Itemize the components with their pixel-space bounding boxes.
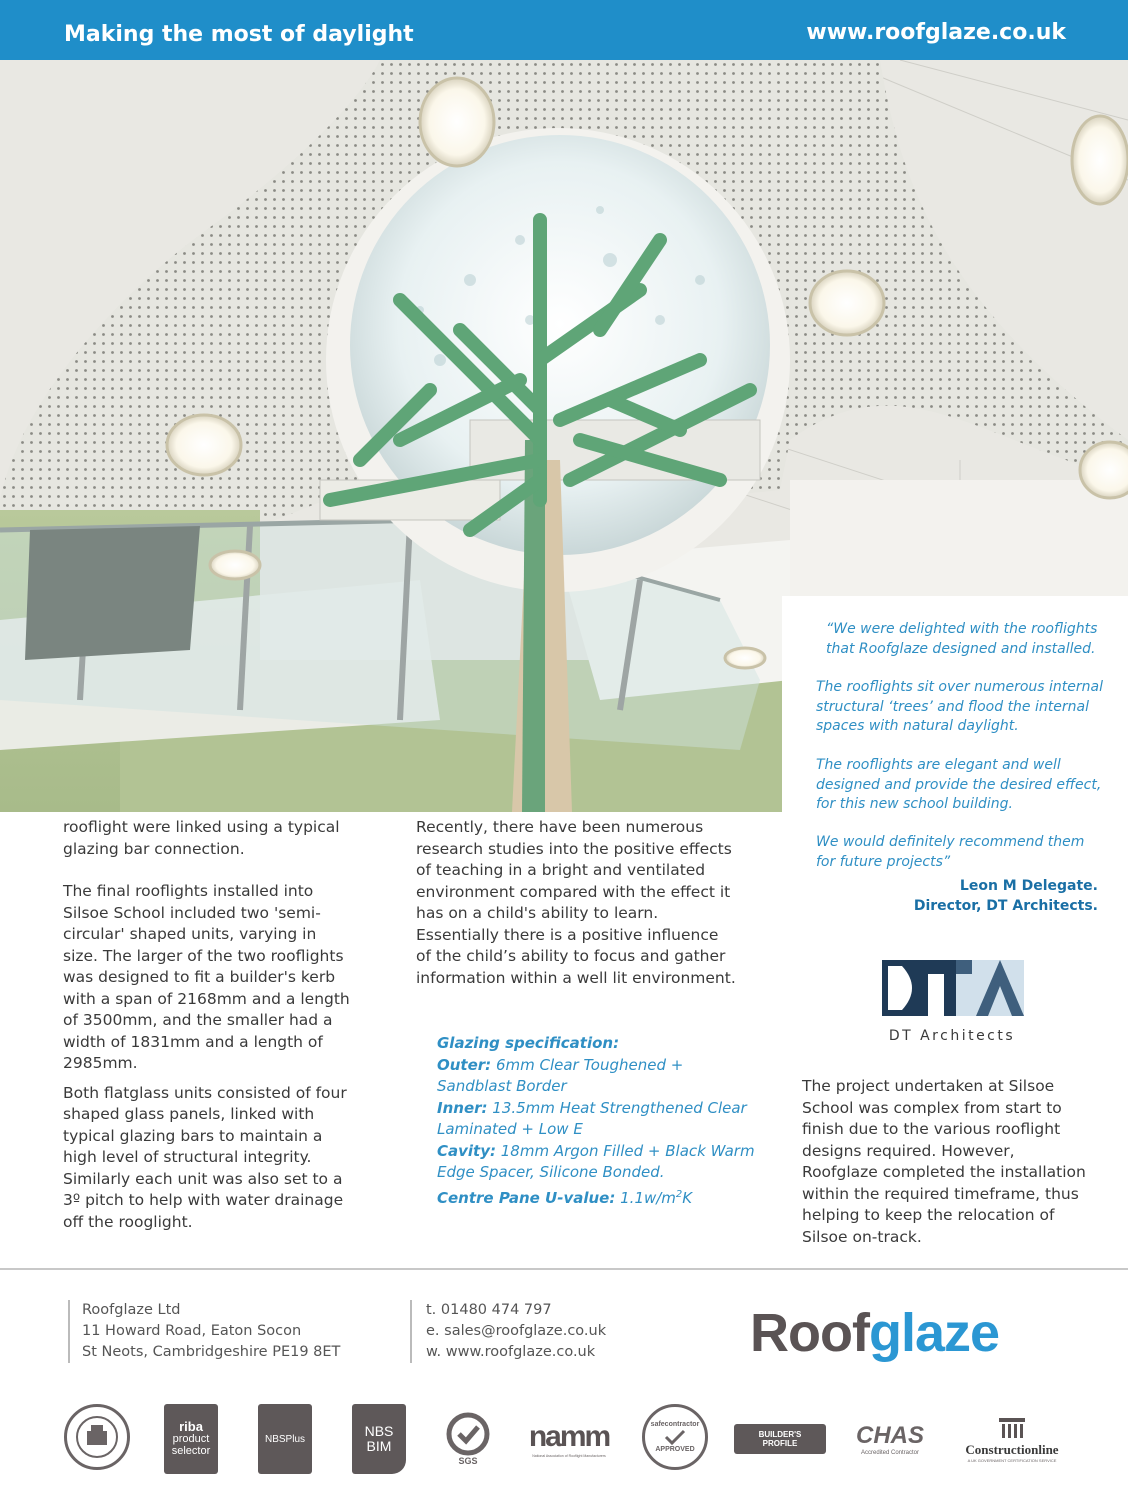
dta-mark-icon <box>852 958 1052 1024</box>
web-link[interactable]: w. www.roofglaze.co.uk <box>426 1344 596 1360</box>
spec-sup: 2 <box>675 1188 683 1200</box>
badge-text: Constructionline <box>965 1441 1059 1457</box>
brand-part-1: Roof <box>750 1303 869 1363</box>
header-bar <box>0 0 1128 60</box>
footer-address <box>68 1300 340 1363</box>
quote-role: Director, DT Architects. <box>913 898 1098 914</box>
badge-text: BUILDER'S <box>758 1430 802 1439</box>
namm-badge <box>526 1404 612 1474</box>
badge-text: SGS <box>458 1456 478 1466</box>
badge-text: namm <box>528 1420 610 1453</box>
riba-product-selector-badge <box>164 1404 218 1474</box>
chas-badge <box>850 1404 930 1474</box>
quote-paragraph: “We were delighted with the rooflights that Roofglaze designed and installed. <box>826 621 1098 657</box>
spec-value: 1.1w/m <box>615 1188 676 1207</box>
builders-profile-badge <box>734 1424 826 1454</box>
roofglaze-logo <box>750 1302 999 1364</box>
sgs-badge <box>438 1404 498 1474</box>
spec-value: 18mm Argon Filled + Black Warm Edge Spacer, Silicone Bonded. <box>437 1141 755 1181</box>
spec-heading: Glazing specification: <box>437 1034 620 1052</box>
safecontractor-badge <box>642 1404 708 1470</box>
nbs-plus-badge <box>258 1404 312 1474</box>
body-paragraph: Recently, there have been numerous research studies into the positive effects of teaching in a bright and ventilated environment compared with the effect it has on a child's ability to learn. Essentially there is a positive influence of the child’s ability to focus and gather information within a well lit environment. <box>416 818 736 987</box>
badge-text: A UK GOVERNMENT CERTIFICATION SERVICE <box>967 1457 1057 1463</box>
quote-paragraph: We would definitely recommend them for future projects” <box>816 834 1085 870</box>
quote-author: Leon M Delegate. <box>959 878 1098 894</box>
building-icon <box>995 1416 1029 1442</box>
address-line: St Neots, Cambridgeshire PE19 8ET <box>82 1344 341 1360</box>
header-url[interactable]: www.roofglaze.co.uk <box>806 20 1066 45</box>
quote-paragraph: The rooflights sit over numerous internal structural ‘trees’ and flood the internal spaces with natural daylight. <box>816 679 1103 734</box>
badge-text: safecontractor <box>650 1421 700 1428</box>
testimonial-box <box>782 596 1128 926</box>
body-column-2 <box>416 817 736 1010</box>
badge-text: BIM <box>366 1438 392 1454</box>
riba-cpd-badge <box>64 1404 130 1470</box>
company-name: Roofglaze Ltd <box>82 1302 181 1318</box>
badge-text: riba <box>179 1419 203 1434</box>
spec-value: 6mm Clear Toughened + Sandblast Border <box>437 1055 684 1095</box>
spec-value: 13.5mm Heat Strengthened Clear Laminated + Low E <box>437 1098 747 1138</box>
constructionline-badge <box>950 1404 1074 1474</box>
nbs-bim-badge <box>352 1404 406 1474</box>
accreditation-badges <box>60 1404 1080 1476</box>
body-paragraph: The project undertaken at Silsoe School was complex from start to finish due to the various rooflight designs required. However, Roofglaze completed the installation within the required timeframe, thus helping to keep the relocation of Silsoe on-track. <box>802 1077 1086 1246</box>
spec-label: Centre Pane U-value: <box>437 1188 616 1207</box>
tick-icon <box>663 1428 687 1446</box>
dt-architects-logo <box>852 958 1052 1048</box>
spec-label: Cavity: <box>437 1141 496 1160</box>
page-title: Making the most of daylight <box>64 22 414 47</box>
phone: t. 01480 474 797 <box>426 1302 552 1318</box>
footer-divider <box>0 1268 1128 1270</box>
body-paragraph: rooflight were linked using a typical glazing bar connection. <box>63 818 340 858</box>
badge-text: Accredited Contractor <box>860 1450 920 1456</box>
brand-part-2: glaze <box>868 1303 1000 1363</box>
body-column-1 <box>63 817 353 1254</box>
email-link[interactable]: e. sales@roofglaze.co.uk <box>426 1323 607 1339</box>
quote-paragraph: The rooflights are elegant and well designed and provide the desired effect, for this new school building. <box>816 757 1102 812</box>
badge-text: NBS <box>364 1423 394 1439</box>
architect-caption: DT Architects <box>888 1028 1016 1044</box>
body-column-3 <box>802 1076 1092 1269</box>
badge-text: NBSPlus <box>264 1433 305 1445</box>
spec-unit: K <box>682 1188 693 1207</box>
spec-label: Outer: <box>437 1055 492 1074</box>
body-paragraph: The final rooflights installed into Silsoe School included two 'semi-circular' shaped units, varying in size. The larger of the two rooflights was designed to fit a builder's kerb with a span of 2168mm and a length of 3500mm, and the smaller had a width of 1831mm and a length of 2985mm. <box>63 882 350 1072</box>
sgs-check-icon <box>446 1412 490 1456</box>
badge-text: selector <box>171 1445 211 1457</box>
footer-contact <box>410 1300 606 1363</box>
glazing-specification <box>437 1033 757 1209</box>
badge-text: APPROVED <box>655 1446 695 1453</box>
badge-text: CHAS <box>855 1422 924 1449</box>
address-line: 11 Howard Road, Eaton Socon <box>82 1323 302 1339</box>
spec-label: Inner: <box>437 1098 488 1117</box>
badge-text: National Association of Rooflight Manufacturers <box>532 1454 606 1458</box>
riba-cpd-icon <box>67 1407 127 1467</box>
badge-text: PROFILE <box>762 1439 798 1448</box>
body-paragraph: Both flatglass units consisted of four shaped glass panels, linked with typical glazing bars to maintain a high level of structural integrity. Similarly each unit was also set to a 3º pitch to help with water drainage off the rooglight. <box>63 1083 347 1231</box>
badge-text: product <box>172 1433 210 1445</box>
